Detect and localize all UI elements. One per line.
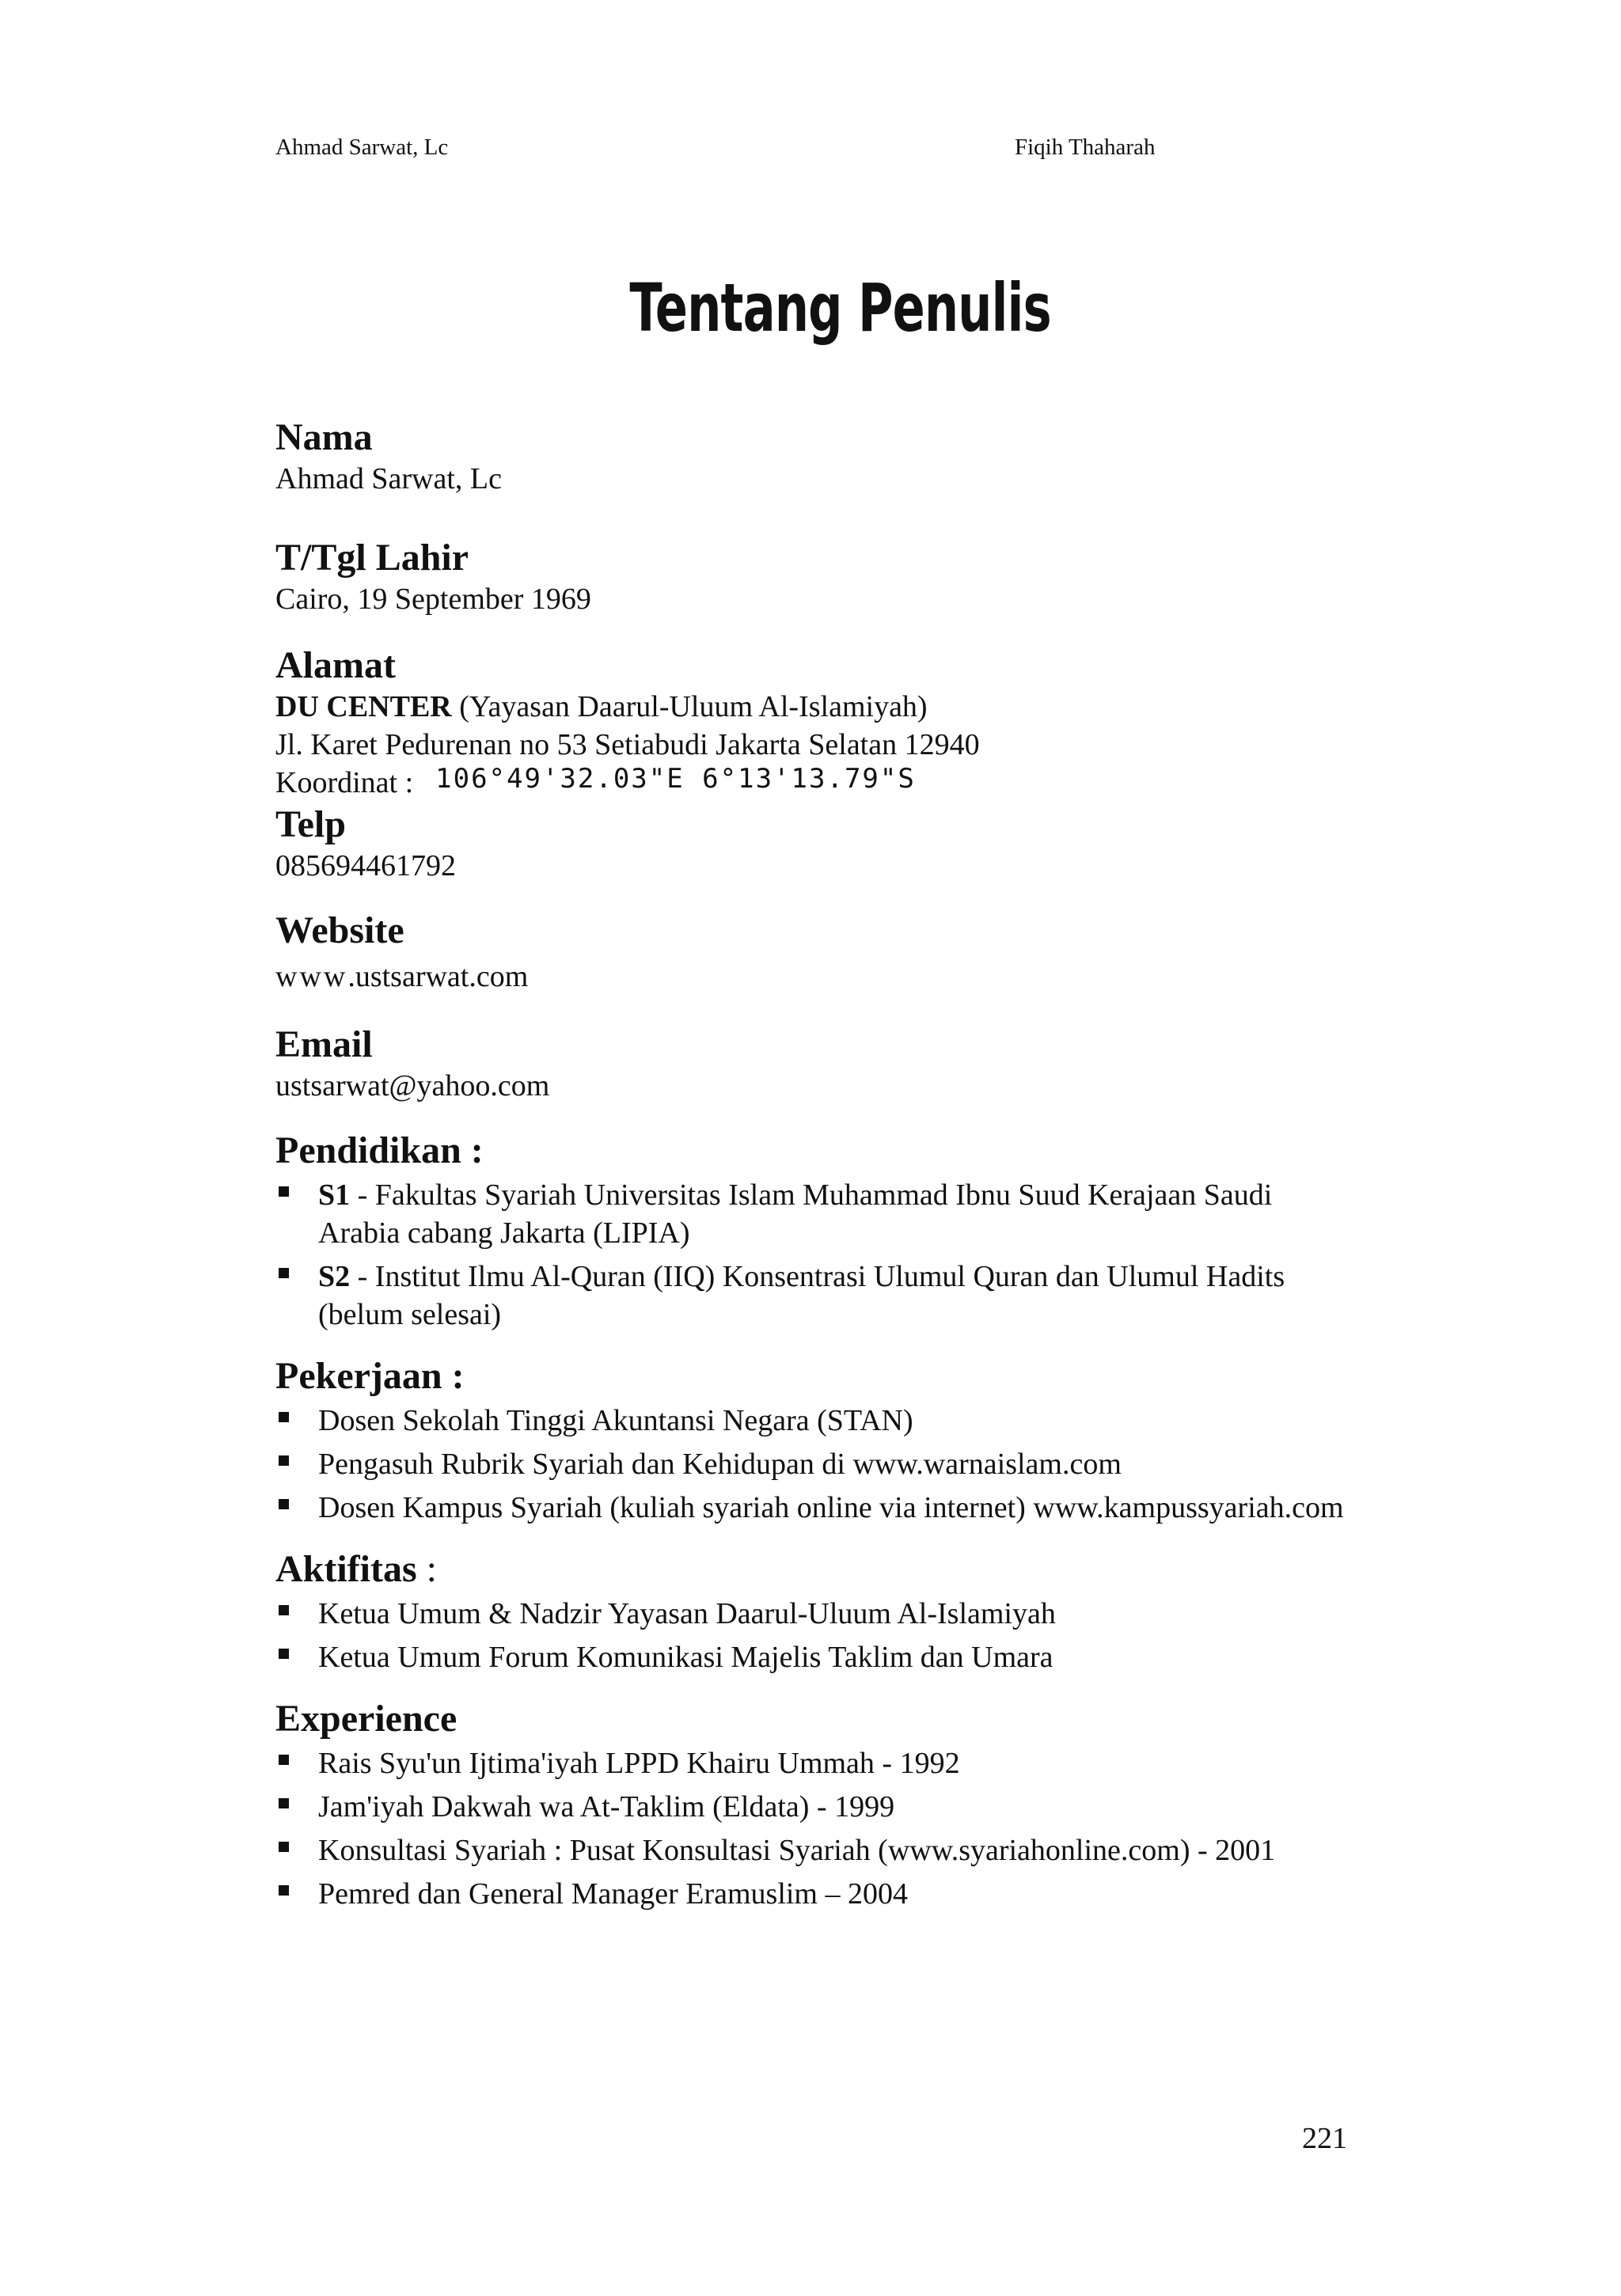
bullet-icon <box>279 1412 289 1422</box>
author-profile <box>275 416 1352 1918</box>
coord-value: 106°49'32.03"E 6°13'13.79"S <box>435 763 916 795</box>
section-aktifitas <box>275 1547 1352 1676</box>
coord-label: Koordinat : <box>275 766 414 799</box>
list-item-text: Pengasuh Rubrik Syariah dan Kehidupan di www.warnaislam.com <box>318 1448 1122 1481</box>
section-heading-experience: Experience <box>275 1698 457 1740</box>
bullet-icon <box>279 1798 289 1808</box>
list-item-text: Jam'iyah Dakwah wa At-Taklim (Eldata) - 1999 <box>318 1790 895 1824</box>
section-experience <box>275 1697 1352 1913</box>
list-item <box>275 1402 1352 1440</box>
website-url-domain: .ustsarwat.com <box>347 960 529 993</box>
section-heading-alamat: Alamat <box>275 644 396 686</box>
bullet-icon <box>279 1186 289 1197</box>
running-header-author: Ahmad Sarwat, Lc <box>275 135 449 160</box>
section-pekerjaan <box>275 1354 1352 1527</box>
section-telp <box>275 803 1352 885</box>
email-value[interactable]: ustsarwat@yahoo.com <box>275 1069 550 1102</box>
alamat-org-desc: (Yayasan Daarul-Uluum Al-Islamiyah) <box>451 690 928 723</box>
list-item-text: Ketua Umum Forum Komunikasi Majelis Taklim dan Umara <box>318 1641 1053 1674</box>
experience-list <box>275 1744 1352 1913</box>
list-item <box>275 1595 1352 1633</box>
list-item <box>275 1176 1352 1252</box>
list-item-text: Rais Syu'un Ijtima'iyah LPPD Khairu Ummah - 1992 <box>318 1747 960 1780</box>
list-item <box>275 1875 1352 1913</box>
nama-value: Ahmad Sarwat, Lc <box>275 462 502 495</box>
bullet-icon <box>279 1499 289 1509</box>
alamat-org-name: DU CENTER <box>275 690 452 723</box>
ttl-value: Cairo, 19 September 1969 <box>275 583 591 616</box>
section-heading-aktifitas <box>275 1547 1352 1592</box>
telp-value: 085694461792 <box>275 849 456 882</box>
alamat-coordinates <box>275 764 1352 803</box>
alamat-street: Jl. Karet Pedurenan no 53 Setiabudi Jakarta Selatan 12940 <box>275 728 980 761</box>
section-heading-nama: Nama <box>275 416 373 458</box>
section-ttl <box>275 536 1352 618</box>
degree-desc: - Institut Ilmu Al-Quran (IIQ) Konsentrasi Ulumul Quran dan Ulumul Hadits (belum selesai) <box>318 1260 1285 1331</box>
section-heading-telp: Telp <box>275 803 346 845</box>
section-heading-pendidikan: Pendidikan : <box>275 1129 484 1171</box>
page-number: 221 <box>1302 2122 1347 2155</box>
section-heading-pekerjaan: Pekerjaan : <box>275 1355 465 1397</box>
bullet-icon <box>279 1885 289 1896</box>
pendidikan-list <box>275 1176 1352 1334</box>
bullet-icon <box>279 1268 289 1278</box>
section-heading-website: Website <box>275 909 404 951</box>
list-item-text: Pemred dan General Manager Eramuslim – 2004 <box>318 1877 908 1911</box>
section-heading-email: Email <box>275 1023 373 1065</box>
degree-label: S1 <box>318 1178 351 1212</box>
website-url-prefix: www <box>275 960 348 993</box>
bullet-icon <box>279 1755 289 1765</box>
page-title: Tentang Penulis <box>629 269 1051 347</box>
aktifitas-heading-text: Aktifitas <box>275 1548 417 1590</box>
section-alamat <box>275 643 1352 803</box>
bullet-icon <box>279 1455 289 1466</box>
list-item <box>275 1638 1352 1676</box>
list-item <box>275 1489 1352 1527</box>
section-email <box>275 1023 1352 1105</box>
list-item <box>275 1744 1352 1782</box>
aktifitas-list <box>275 1595 1352 1676</box>
bullet-icon <box>279 1605 289 1615</box>
list-item <box>275 1788 1352 1826</box>
running-header-book-title: Fiqih Thaharah <box>1015 135 1156 160</box>
aktifitas-heading-colon: : <box>416 1548 438 1590</box>
section-heading-ttl: T/Tgl Lahir <box>275 537 469 579</box>
section-pendidikan <box>275 1129 1352 1334</box>
list-item-text: Dosen Kampus Syariah (kuliah syariah online via internet) www.kampussyariah.com <box>318 1491 1344 1524</box>
pekerjaan-list <box>275 1402 1352 1527</box>
list-item-text: Konsultasi Syariah : Pusat Konsultasi Syariah (www.syariahonline.com) - 2001 <box>318 1834 1276 1867</box>
list-item <box>275 1831 1352 1869</box>
list-item <box>275 1445 1352 1483</box>
list-item-text: Ketua Umum & Nadzir Yayasan Daarul-Uluum Al-Islamiyah <box>318 1597 1056 1630</box>
list-item-text: Dosen Sekolah Tinggi Akuntansi Negara (STAN) <box>318 1404 913 1437</box>
alamat-org <box>275 688 1352 726</box>
section-nama <box>275 416 1352 498</box>
list-item <box>275 1258 1352 1334</box>
degree-label: S2 <box>318 1260 351 1293</box>
bullet-icon <box>279 1649 289 1659</box>
bullet-icon <box>279 1842 289 1852</box>
website-url[interactable] <box>275 958 1352 996</box>
degree-desc: - Fakultas Syariah Universitas Islam Muhammad Ibnu Suud Kerajaan Saudi Arabia cabang Jakarta (LIPIA) <box>318 1178 1273 1250</box>
section-website <box>275 909 1352 996</box>
